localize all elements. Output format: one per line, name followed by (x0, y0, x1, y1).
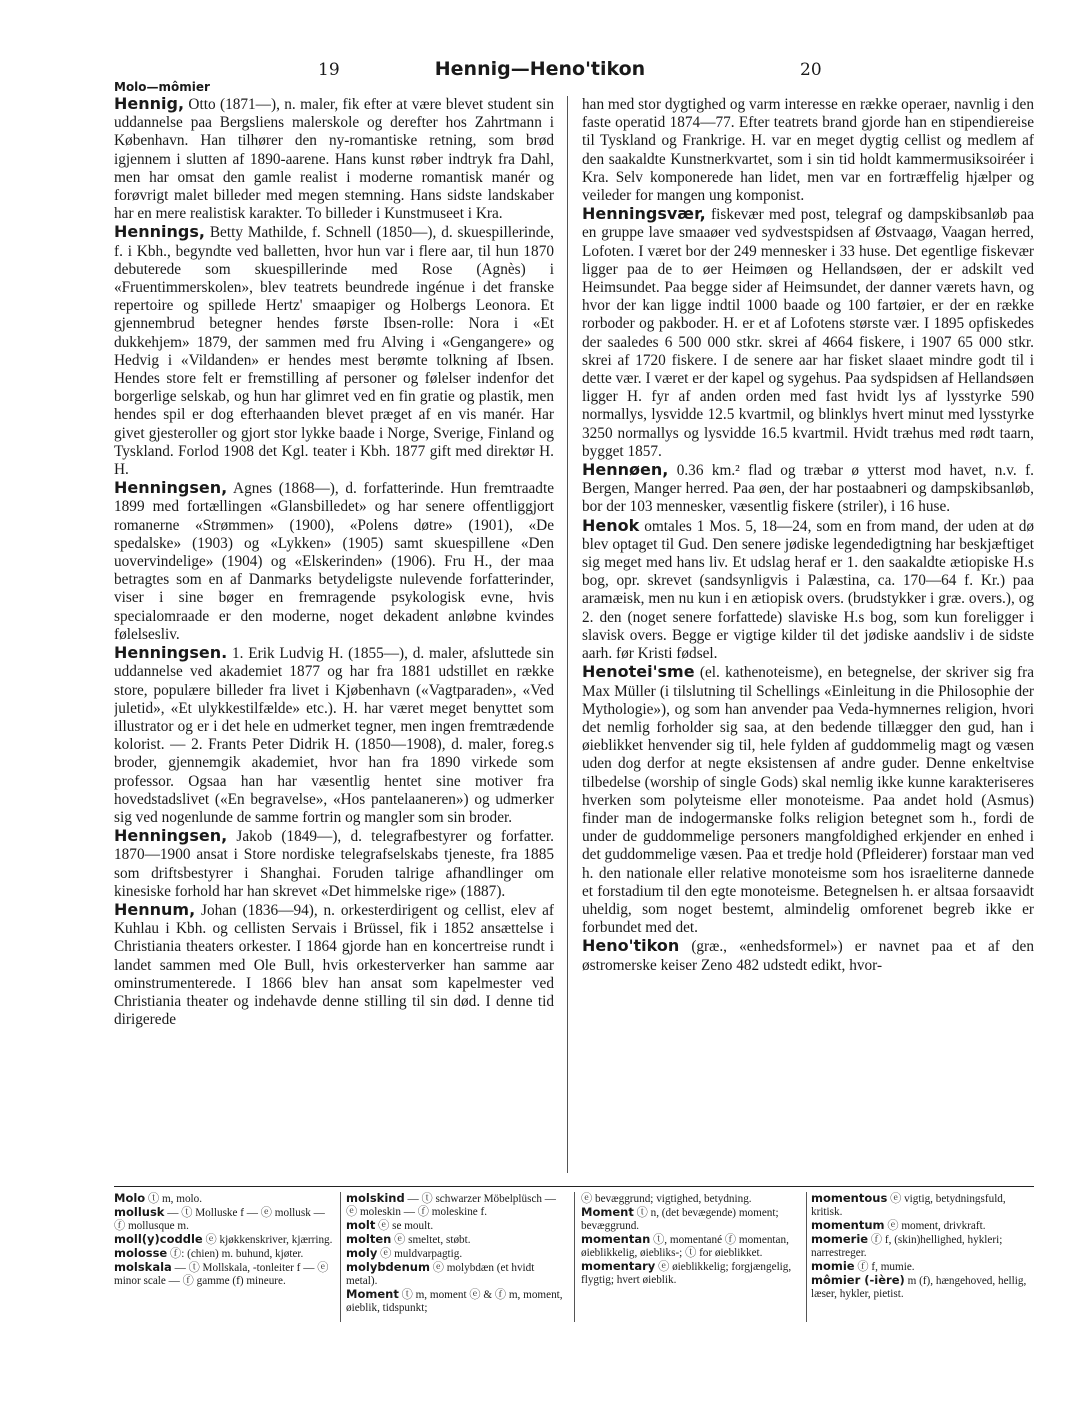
glossary-text: m (f), hængehoved, hellig, læser, hykler, pietist. (811, 1275, 1027, 1300)
entry (114, 644, 554, 827)
glossary-item (346, 1288, 568, 1315)
entry-headword: Henningsen, (114, 478, 228, 498)
glossary-text: — ⓣ schwarzer Möbelplüsch — ⓔ moleskin — ⓕ moleskine f. (346, 1193, 556, 1218)
glossary-term: Moment (581, 1205, 634, 1219)
entry-headword: Henok (582, 515, 640, 535)
entry (114, 95, 554, 223)
glossary-text: ⓔ molybdæn (et hvidt metal). (346, 1262, 535, 1287)
glossary-text: — ⓣ Molluske f — ⓔ mollusk — ⓕ mollusque m. (114, 1207, 325, 1232)
entry (582, 95, 1034, 205)
glossary-column-1 (114, 1192, 336, 1288)
entry-text: (el. kathenoteisme), en betegnelse, der skriver sig fra Max Müller (i tilslutning til Schellings «Einleitung in die Philosophie der Mythologie»), og som han anvender paa Veda-hymnernes religion, hvori det nemlig forholder sig saa, at den bedende tillægger den gud, han i øieblikket henvender sig til, hele fylden af guddommelig magt og væsen uden dog derfor at negte eksistensen af andre guder. Denne enkeltvise tilbedelse (worship of single Gods) skal nemlig ikke kunne karakteriseres hverken som polyteisme eller monoteisme. Paa andet hold (Asmus) finder man de indogermanske folks religion betegnet som h., fordi de under de guddommelige personers mangfoldighed erkjender en enhed i det guddommelige væsen. Paa et tredje hold (Pfleiderer) forstaar man ved h. den nationale eller relative monoteisme som hos israeliterne dannede et forstadium til den egte monoteisme. Betegnelsen h. er altsaa forsaavidt uheldig, som noget bestemt, almindelig omforenet begreb ikke er forbundet med det. (582, 664, 1034, 937)
glossary-column-2 (346, 1192, 568, 1315)
glossary-term: mômier (-ière) (811, 1273, 905, 1287)
column-divider (567, 96, 568, 1173)
entry-text: Johan (1836—94), n. orkesterdirigent og cellist, elev af Kuhlau i Kbh. og cellisten Servais i Brüssel, fik i 1852 ansættelse i Christiania theaters orkester. I 1864 gjorde han en koncertreise rundt i landet sammen med Ole Bull, hvis orkesterverker han samme aar ominstrumenterede. I 1866 blev han ansat som kapelmester ved Christiania theater og indehavde denne stilling til sin død. I denne tid dirigerede (114, 901, 554, 1029)
glossary-item (114, 1206, 336, 1233)
page-number-right: 20 (800, 60, 822, 80)
glossary-column-3 (581, 1192, 803, 1287)
entry-text: Betty Mathilde, f. Schnell (1850—), d. skuespillerinde, f. i Kbh., begyndte ved balletten, hvor hun var i flere aar, til hun 1870 debuterede som skuespillerinde med Rose (Agnès) i «Fruentimmerskolen», blev teatrets beundrede ingénue i det franske repertoire og spillede Hertz' smaapiger og Holbergs Leonora. Et gjennembrud betegner hendes første Ibsen-rolle: Nora i «Et dukkehjem» 1879, der sammen med fru Alving i «Gengangere» og Hedvig i «Vildanden» er hendes mest berømte tolkning af Ibsen. Hendes store felt er fremstilling af personer og følelser indenfor det borgerlige selskab, og hun har glimret ved en fin gratie og plastik, men hendes spil er dog efterhaanden blevet præget af en vis manér. Har givet gjesteroller og gjort stor lykke baade i Norge, Sverige, Finland og Tyskland. Forlod 1908 det Kgl. teater i Kbh. 1877 gift med direktør H. H. (114, 224, 554, 479)
glossary-text: ⓔ muldvarpagtig. (377, 1248, 463, 1260)
glossary-item (811, 1260, 1034, 1274)
glossary-term: momentous (811, 1192, 888, 1205)
glossary-item (811, 1192, 1034, 1219)
glossary-text: ⓔ moment, drivkraft. (884, 1220, 986, 1232)
glossary-divider (340, 1192, 341, 1322)
entry-text: fiskevær med post, telegraf og dampskibsanløb paa en gruppe lave smaaøer ved sydvestspidsen af Østvaagø, Vaagan herred, Lofoten. I været bor der 249 mennesker i 33 huse. Det egentlige fiskevær ligger paa de to øer Heimøen og Hellandsøen, der er adskilt ved Heimsundet. Paa begge sider af Heimsundet, der danner værets havn, og hvor der kan ligge indtil 1000 baade og 100 fartøier, er der en række rorboder og pakboder. H. er et af Lofotens største vær. I 1895 opfiskedes der saaledes 6 500 000 stkr. skrei af 4664 fiskere, i 1907 65 000 stkr. skrei af 1720 fiskere. I de senere aar har fisket slaaet mindre godt til i dette vær. I været er der kapel og sygehus. Paa sydspidsen af Hellandsøen ligger H. fyr af anden orden med fast hvidt lys af lysstyrke 590 normallys, lysvidde 12.5 kvartmil, og blinklys hvert minut med lysstyrke 3250 normallys og lysvidde 16.5 kvartmil. Hvidt træhus med rødt taarn, bygget 1857. (582, 206, 1034, 460)
entry (114, 479, 554, 644)
entry-headword: Heno'tikon (582, 936, 680, 956)
footer-rule (114, 1186, 1034, 1187)
entry-text: Jakob (1849—), d. telegrafbestyrer og forfatter. 1870—1900 ansat i Store nordiske telegrafselskabs tjeneste, fra 1885 som driftsbestyrer i Shanghai. Foruden talrige afhandlinger om kinesiske forhold har han skrevet «Det himmelske rige» (1887). (114, 828, 554, 900)
entry-headword: Henotei'sme (582, 662, 695, 682)
glossary-term: moly (346, 1246, 378, 1260)
glossary-text: ⓔ kjøkkenskriver, kjærring. (202, 1234, 333, 1246)
entry-headword: Hennøen, (582, 460, 669, 480)
glossary-text: ⓣ m, molo. (145, 1193, 203, 1205)
entry-headword: Henningsvær, (582, 204, 706, 224)
page-title: Hennig—Heno'tikon (434, 58, 646, 80)
entry-headword: Henningsen, (114, 826, 228, 846)
right-column (582, 95, 1034, 1175)
glossary-item (811, 1219, 1034, 1233)
glossary-item (581, 1192, 803, 1206)
entry (114, 901, 554, 1029)
glossary-term: molskala (114, 1260, 172, 1274)
glossary-term: molskind (346, 1192, 405, 1205)
entry-headword: Hennig, (114, 95, 185, 113)
glossary-term: molten (346, 1232, 392, 1246)
entry (114, 827, 554, 901)
glossary-item (346, 1247, 568, 1261)
entry-text: Agnes (1868—), d. forfatterinde. Hun fremtraadte 1899 med fortællingen «Glansbilledet» og har senere offentliggjort romanerne «Strømmen» (1900), «Polens døtre» (1901), «De spedalske» (1903) og «Lykken» (1905) samt skuespillene «Den uovervindelige» (1904) og «Elskerinden» (1906). Fru H., der maa betragtes som en af Danmarks betydeligste nulevende forfatterinder, viser i sine bøger en fremragende psykologisk evne, hvis specialomraade er den moderne, noget dekadent anløbne kvindes følelsesliv. (114, 480, 554, 643)
glossary-item (581, 1206, 803, 1233)
glossary-column-4 (811, 1192, 1034, 1301)
entry (582, 461, 1034, 517)
glossary-term: molosse (114, 1246, 168, 1260)
entry (582, 205, 1034, 461)
page-number-left: 19 (318, 60, 340, 80)
glossary-text: ⓣ, momentané ⓕ momentan, øieblikkelig, øiebliks-; ⓣ for øieblikket. (581, 1234, 789, 1259)
glossary-item (114, 1233, 336, 1247)
glossary-item (581, 1260, 803, 1287)
glossary-text: ⓣ m, moment ⓔ & ⓕ m, moment, øieblik, tidspunkt; (346, 1289, 563, 1314)
entry-text: 0.36 km.² flad og træbar ø ytterst mod havet, n.v. f. Bergen, Manger herred. Paa øen, der har postaabneri og dampskibsanløb, bor der 103 mennesker, væsentlig fiskere (striler), i 16 huse. (582, 462, 1034, 516)
glossary-term: momie (811, 1259, 855, 1273)
glossary-text: ⓔ vigtig, betydningsfuld, kritisk. (811, 1193, 1006, 1218)
glossary-text: — ⓣ Mollskala, -tonleiter f — ⓔ minor scale — ⓕ gamme (f) mineure. (114, 1262, 329, 1287)
glossary-text: ⓔ bevæggrund; vigtighed, betydning. (581, 1193, 752, 1205)
glossary-item (114, 1247, 336, 1261)
glossary-item (811, 1274, 1034, 1301)
glossary-item (346, 1192, 568, 1219)
glossary-item (346, 1261, 568, 1288)
glossary-text: ⓔ smeltet, støbt. (391, 1234, 471, 1246)
entry-text: 1. Erik Ludvig H. (1855—), d. maler, afsluttede sin uddannelse ved akademiet 1877 og har fra 1881 udstillet en række store, populære billeder fra livet i Kjøbenhavn («Vagtparaden», «Ved juletid», «Et ulykkestilfælde» etc.). H. har været meget benyttet som illustrator og er i det hele en udmerket tegner, men ingen fremtrædende kolorist. — 2. Frants Peter Didrik H. (1850—1908), d. maler, foreg.s broder, gjennemgik akademiet, hvor han fra 1890 virkede som professor. Ogsaa han har væsentlig hentet sine motiver fra hovedstadslivet («En begravelse», «Hos pantelaaneren») og udmerker sig ved nogenlunde de samme fortrin og mangler som sin broder. (114, 645, 554, 826)
glossary-divider (574, 1192, 575, 1322)
glossary-term: Moment (346, 1287, 399, 1301)
glossary-text: ⓔ øieblikkelig; forgjængelig, flygtig; hvert øieblik. (581, 1261, 792, 1286)
entry (582, 517, 1034, 664)
left-column (114, 95, 554, 1175)
glossary-item (114, 1192, 336, 1206)
glossary-text: ⓣ n, (det bevægende) moment; bevæggrund. (581, 1207, 779, 1232)
glossary-divider (806, 1192, 807, 1322)
entry-headword: Hennings, (114, 222, 205, 242)
entry-text: Otto (1871—), n. maler, fik efter at være blevet student sin uddannelse paa Bergsliens malerskole og derefter hos Zahrtmann i København. Han tilhører den ny-romantiske retning, som brød igjennem i slutten af 1890-aarene. Hans kunst røber indtryk fra Dahl, men har omsat den gamle realist i moderne romantisk manér og forøvrigt malet billeder med megen stemning. Hans sidste landskaber har en mere realistisk karakter. To billeder i Kunstmuseet i Kra. (114, 96, 554, 223)
entry-headword: Henningsen. (114, 643, 228, 663)
glossary-term: molt (346, 1218, 376, 1232)
entry (114, 223, 554, 479)
glossary-term: mollusk (114, 1205, 165, 1219)
entry-text: han med stor dygtighed og varm interesse en række operaer, navnlig i den faste operatid 1874—77. Efter teatrets brand gjorde han en stipendiereise til Tyskland og Frankrige. H. var en meget dygtig cellist og medlem af den saakaldte Kunstnerkvartet, som i sin tid holdt kammermusiksoiréer i Kra. Selv komponerede han lidet, men var en fortræffelig hjælper og veileder for mangen ung komponist. (582, 96, 1034, 205)
glossary-item (346, 1233, 568, 1247)
entry-text: (græ., «enhedsformel») er navnet paa et af den østromerske keiser Zeno 482 udstedt edikt, hvor- (582, 938, 1034, 974)
glossary-text: ⓕ: (chien) m. buhund, kjøter. (167, 1248, 304, 1260)
glossary-term: momerie (811, 1232, 869, 1246)
catchword: Molo—mômier (114, 80, 210, 94)
glossary-item (581, 1233, 803, 1260)
entry (582, 937, 1034, 974)
glossary-text: ⓔ se moult. (375, 1220, 434, 1232)
glossary-text: ⓕ f, mumie. (854, 1261, 915, 1273)
glossary-term: momentary (581, 1259, 656, 1273)
glossary-term: Molo (114, 1192, 146, 1205)
entry (582, 663, 1034, 937)
glossary-item (346, 1219, 568, 1233)
glossary-term: momentan (581, 1232, 651, 1246)
glossary-term: molybdenum (346, 1260, 430, 1274)
glossary-text: ⓕ f, (skin)hellighed, hykleri; narrestreger. (811, 1234, 1003, 1259)
glossary-item (811, 1233, 1034, 1260)
glossary-item (114, 1261, 336, 1288)
glossary-term: moll(y)coddle (114, 1232, 203, 1246)
entry-headword: Hennum, (114, 899, 196, 919)
glossary-term: momentum (811, 1218, 885, 1232)
entry-text: omtales 1 Mos. 5, 18—24, som en from mand, der uden at dø blev optaget til Gud. Den senere jødiske legendedigtning har beskjæftiget sig meget med hans liv. Et udslag heraf er 1. den saakaldte ætiopiske H.s bog, opr. skrevet (sandsynligvis i Palæstina, ca. 170—64 f. Kr.) paa aramæisk, men nu kun i en ætiopisk overs. (brudstykker i ⁠græ. overs.), og 2. den (noget senere forfattede) slaviske H.s bog, som kun foreligger i slavisk overs. Begge er vigtige kilder til det jødiske aandsliv i de sidste aarh. før Kristi fødsel. (582, 517, 1034, 663)
